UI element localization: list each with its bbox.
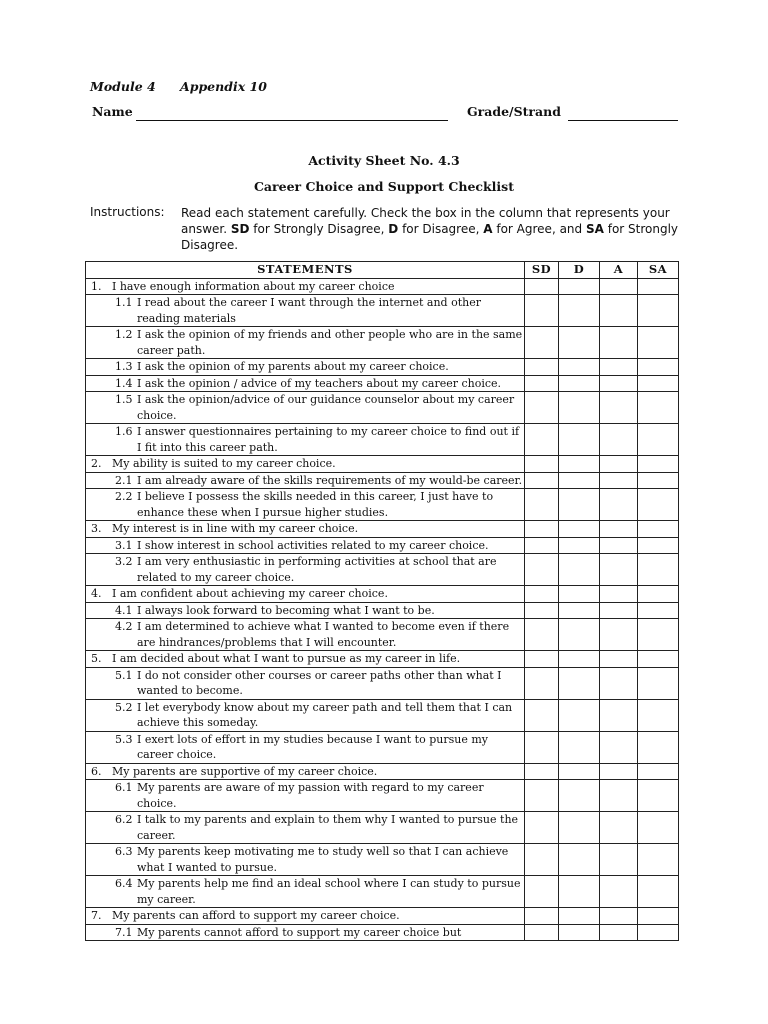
checkbox-cell-d[interactable] [559, 521, 600, 538]
statement-text: My parents keep motivating me to study well so that I can achieve what I wanted to pursue. [137, 845, 509, 874]
statement-number: 3.1 [115, 538, 133, 552]
statement-number: 1.6 [115, 425, 133, 438]
statement-cell [86, 489, 525, 521]
table-row [86, 537, 679, 554]
statement-text: I show interest in school activities related to my career choice. [137, 538, 489, 552]
header-d: D [559, 262, 600, 279]
statement-number: 5.3 [115, 732, 133, 746]
table-row [86, 651, 679, 668]
checkbox-cell-sd[interactable] [525, 844, 559, 876]
checkbox-cell-a[interactable] [600, 651, 638, 668]
statement-text: I am determined to achieve what I wanted to become even if there are hindrances/problems that I will encounter. [137, 620, 510, 649]
checkbox-cell-d[interactable] [559, 699, 600, 731]
checkbox-cell-sd[interactable] [525, 667, 559, 699]
statement-text: My parents are supportive of my career choice. [112, 764, 378, 778]
table-row [86, 812, 679, 844]
statement-cell [86, 537, 525, 554]
checkbox-cell-sa[interactable] [638, 699, 679, 731]
statement-cell [86, 554, 525, 586]
statement-number: 4. [91, 587, 102, 600]
table-row [86, 667, 679, 699]
statement-cell [86, 876, 525, 908]
checkbox-cell-a[interactable] [600, 554, 638, 586]
checkbox-cell-sd[interactable] [525, 456, 559, 473]
checkbox-cell-sd[interactable] [525, 699, 559, 731]
checkbox-cell-sa[interactable] [638, 763, 679, 780]
checkbox-cell-sd[interactable] [525, 586, 559, 603]
statement-text: I always look forward to becoming what I want to be. [137, 603, 435, 617]
statement-number: 1.1 [115, 296, 133, 309]
statement-text: I believe I possess the skills needed in this career, I just have to enhance these when I pursue higher studies. [137, 490, 494, 519]
checkbox-cell-d[interactable] [559, 359, 600, 376]
table-row [86, 375, 679, 392]
checkbox-cell-a[interactable] [600, 472, 638, 489]
statement-cell [86, 586, 525, 603]
statement-text: I ask the opinion of my parents about my career choice. [137, 360, 449, 373]
statement-cell [86, 295, 525, 327]
table-row [86, 392, 679, 424]
checkbox-cell-sa[interactable] [638, 731, 679, 763]
checkbox-cell-a[interactable] [600, 586, 638, 603]
checkbox-cell-a[interactable] [600, 521, 638, 538]
instructions-text: Read each statement carefully. Check the box in the column that represents your answer. SD for Strongly Disagree, D for Disagree, A for Agree, and SA for Strongly Disagree. [181, 206, 679, 252]
statement-number: 2. [91, 457, 102, 470]
table-row [86, 763, 679, 780]
activity-sheet-title: Activity Sheet No. 4.3 [308, 153, 460, 168]
checkbox-cell-sa[interactable] [638, 489, 679, 521]
statement-cell [86, 731, 525, 763]
checkbox-cell-a[interactable] [600, 844, 638, 876]
checkbox-cell-sd[interactable] [525, 780, 559, 812]
checkbox-cell-sa[interactable] [638, 619, 679, 651]
checkbox-cell-d[interactable] [559, 763, 600, 780]
table-row [86, 278, 679, 295]
checkbox-cell-sd[interactable] [525, 424, 559, 456]
checkbox-cell-sd[interactable] [525, 327, 559, 359]
checkbox-cell-sa[interactable] [638, 424, 679, 456]
statement-number: 1. [91, 279, 102, 293]
statement-number: 3. [91, 522, 102, 535]
checkbox-cell-d[interactable] [559, 924, 600, 941]
table-row [86, 456, 679, 473]
statement-text: I do not consider other courses or career paths other than what I wanted to become. [137, 668, 502, 697]
checkbox-cell-d[interactable] [559, 295, 600, 327]
table-row [86, 602, 679, 619]
statement-text: My parents cannot afford to support my career choice but [137, 925, 462, 939]
header-a: A [600, 262, 638, 279]
checklist-rows [86, 278, 679, 941]
table-row [86, 699, 679, 731]
checkbox-cell-a[interactable] [600, 295, 638, 327]
checkbox-cell-a[interactable] [600, 489, 638, 521]
statement-cell [86, 392, 525, 424]
checkbox-cell-d[interactable] [559, 472, 600, 489]
checklist-subtitle: Career Choice and Support Checklist [253, 179, 514, 194]
checkbox-cell-d[interactable] [559, 812, 600, 844]
checkbox-cell-sd[interactable] [525, 619, 559, 651]
checkbox-cell-sa[interactable] [638, 278, 679, 295]
checkbox-cell-d[interactable] [559, 667, 600, 699]
table-row [86, 908, 679, 925]
checkbox-cell-sa[interactable] [638, 359, 679, 376]
checkbox-cell-sa[interactable] [638, 812, 679, 844]
checkbox-cell-sa[interactable] [638, 780, 679, 812]
checkbox-cell-sa[interactable] [638, 876, 679, 908]
table-row [86, 780, 679, 812]
checkbox-cell-sd[interactable] [525, 876, 559, 908]
checkbox-cell-sd[interactable] [525, 908, 559, 925]
header-sd: SD [525, 262, 559, 279]
checkbox-cell-sa[interactable] [638, 295, 679, 327]
statement-cell [86, 602, 525, 619]
checkbox-cell-d[interactable] [559, 456, 600, 473]
table-row [86, 424, 679, 456]
checkbox-cell-sd[interactable] [525, 472, 559, 489]
statement-number: 1.4 [115, 376, 133, 390]
statement-number: 6.3 [115, 845, 133, 858]
statement-number: 5.1 [115, 668, 133, 682]
statement-number: 5.2 [115, 700, 133, 714]
checkbox-cell-sa[interactable] [638, 456, 679, 473]
table-row [86, 924, 679, 941]
statement-text: I am confident about achieving my career choice. [112, 587, 388, 600]
checkbox-cell-d[interactable] [559, 327, 600, 359]
statement-number: 5. [91, 652, 102, 665]
table-row [86, 295, 679, 327]
checkbox-cell-d[interactable] [559, 602, 600, 619]
statement-cell [86, 844, 525, 876]
checkbox-cell-sa[interactable] [638, 651, 679, 668]
header-statements: STATEMENTS [86, 262, 525, 279]
table-row [86, 521, 679, 538]
checkbox-cell-d[interactable] [559, 586, 600, 603]
name-field[interactable] [136, 120, 448, 121]
checkbox-cell-sd[interactable] [525, 651, 559, 668]
table-row [86, 876, 679, 908]
statement-cell [86, 908, 525, 925]
checkbox-cell-d[interactable] [559, 554, 600, 586]
statement-text: I read about the career I want through the internet and other reading materials [137, 296, 481, 325]
table-row [86, 554, 679, 586]
checkbox-cell-sd[interactable] [525, 924, 559, 941]
statement-cell [86, 619, 525, 651]
checkbox-cell-a[interactable] [600, 812, 638, 844]
statement-cell [86, 424, 525, 456]
statement-cell [86, 667, 525, 699]
statement-cell [86, 699, 525, 731]
checkbox-cell-d[interactable] [559, 780, 600, 812]
checkbox-cell-sa[interactable] [638, 844, 679, 876]
statement-text: My interest is in line with my career choice. [112, 522, 359, 535]
statement-text: I exert lots of effort in my studies because I want to pursue my career choice. [137, 732, 488, 761]
statement-cell [86, 651, 525, 668]
statement-number: 6.4 [115, 877, 133, 890]
statement-number: 6.1 [115, 781, 133, 794]
checkbox-cell-sd[interactable] [525, 521, 559, 538]
statement-number: 1.2 [115, 328, 133, 341]
statement-text: My ability is suited to my career choice. [112, 457, 336, 470]
table-row [86, 489, 679, 521]
checkbox-cell-sa[interactable] [638, 327, 679, 359]
statement-cell [86, 924, 525, 941]
statement-cell [86, 472, 525, 489]
checkbox-cell-a[interactable] [600, 924, 638, 941]
checkbox-cell-sa[interactable] [638, 586, 679, 603]
checkbox-cell-sa[interactable] [638, 537, 679, 554]
statement-number: 7. [91, 909, 102, 922]
checkbox-cell-sd[interactable] [525, 375, 559, 392]
statement-cell [86, 521, 525, 538]
checkbox-cell-sa[interactable] [638, 924, 679, 941]
statement-cell [86, 375, 525, 392]
checkbox-cell-sa[interactable] [638, 375, 679, 392]
table-row [86, 731, 679, 763]
checkbox-cell-sd[interactable] [525, 731, 559, 763]
table-row [86, 844, 679, 876]
checkbox-cell-a[interactable] [600, 278, 638, 295]
checkbox-cell-d[interactable] [559, 278, 600, 295]
checkbox-cell-a[interactable] [600, 456, 638, 473]
statement-cell [86, 763, 525, 780]
checkbox-cell-a[interactable] [600, 763, 638, 780]
statement-number: 6. [91, 764, 102, 778]
grade-strand-label: Grade/Strand [467, 104, 561, 119]
checkbox-cell-a[interactable] [600, 602, 638, 619]
statement-number: 1.3 [115, 360, 133, 373]
checkbox-cell-d[interactable] [559, 651, 600, 668]
appendix-label: Appendix 10 [180, 79, 267, 94]
statement-text: I am decided about what I want to pursue as my career in life. [112, 652, 461, 665]
statement-text: I ask the opinion / advice of my teachers about my career choice. [137, 376, 502, 390]
statement-text: I ask the opinion of my friends and other people who are in the same career path. [137, 328, 523, 357]
checkbox-cell-d[interactable] [559, 876, 600, 908]
checkbox-cell-sd[interactable] [525, 489, 559, 521]
statement-text: My parents can afford to support my career choice. [112, 909, 400, 922]
statement-cell [86, 812, 525, 844]
checklist-table [85, 261, 679, 941]
checkbox-cell-d[interactable] [559, 908, 600, 925]
checkbox-cell-sd[interactable] [525, 392, 559, 424]
checkbox-cell-a[interactable] [600, 667, 638, 699]
checkbox-cell-sa[interactable] [638, 667, 679, 699]
checkbox-cell-a[interactable] [600, 908, 638, 925]
checkbox-cell-a[interactable] [600, 780, 638, 812]
statement-cell [86, 780, 525, 812]
checkbox-cell-d[interactable] [559, 844, 600, 876]
checkbox-cell-sd[interactable] [525, 554, 559, 586]
statement-text: I talk to my parents and explain to them why I wanted to pursue the career. [137, 813, 519, 842]
statement-number: 2.1 [115, 473, 133, 487]
checkbox-cell-d[interactable] [559, 392, 600, 424]
statement-number: 2.2 [115, 490, 133, 503]
checkbox-cell-d[interactable] [559, 489, 600, 521]
table-row [86, 327, 679, 359]
instructions-label: Instructions: [90, 205, 165, 219]
checkbox-cell-a[interactable] [600, 537, 638, 554]
checkbox-cell-sd[interactable] [525, 537, 559, 554]
statement-cell [86, 359, 525, 376]
grade-strand-field[interactable] [568, 120, 678, 121]
checkbox-cell-sd[interactable] [525, 602, 559, 619]
checkbox-cell-d[interactable] [559, 424, 600, 456]
statement-text: I have enough information about my career choice [112, 279, 395, 293]
checkbox-cell-a[interactable] [600, 392, 638, 424]
statement-number: 3.2 [115, 555, 133, 568]
checkbox-cell-d[interactable] [559, 537, 600, 554]
statement-number: 6.2 [115, 813, 133, 826]
checkbox-cell-sd[interactable] [525, 278, 559, 295]
table-row [86, 586, 679, 603]
table-header-row [86, 262, 679, 279]
module-label: Module 4 [90, 79, 156, 94]
checkbox-cell-a[interactable] [600, 327, 638, 359]
checkbox-cell-sa[interactable] [638, 472, 679, 489]
checkbox-cell-a[interactable] [600, 699, 638, 731]
checkbox-cell-sd[interactable] [525, 812, 559, 844]
header-sa: SA [638, 262, 679, 279]
checkbox-cell-sd[interactable] [525, 295, 559, 327]
statement-text: My parents are aware of my passion with regard to my career choice. [137, 781, 484, 810]
checkbox-cell-a[interactable] [600, 359, 638, 376]
checkbox-cell-sa[interactable] [638, 521, 679, 538]
statement-text: I ask the opinion/advice of our guidance counselor about my career choice. [137, 393, 515, 422]
name-label: Name [92, 104, 133, 119]
checkbox-cell-sa[interactable] [638, 554, 679, 586]
statement-text: I let everybody know about my career path and tell them that I can achieve this someday. [137, 700, 513, 729]
checkbox-cell-sa[interactable] [638, 908, 679, 925]
checkbox-cell-a[interactable] [600, 424, 638, 456]
checkbox-cell-sd[interactable] [525, 359, 559, 376]
statement-cell [86, 456, 525, 473]
statement-cell [86, 278, 525, 295]
checkbox-cell-a[interactable] [600, 375, 638, 392]
statement-number: 4.2 [115, 620, 133, 633]
statement-cell [86, 327, 525, 359]
checkbox-cell-d[interactable] [559, 731, 600, 763]
checkbox-cell-sd[interactable] [525, 763, 559, 780]
statement-number: 4.1 [115, 603, 133, 617]
checkbox-cell-a[interactable] [600, 876, 638, 908]
table-row [86, 472, 679, 489]
table-row [86, 359, 679, 376]
statement-text: I answer questionnaires pertaining to my career choice to find out if I fit into this career path. [137, 425, 520, 454]
checkbox-cell-d[interactable] [559, 619, 600, 651]
table-row [86, 619, 679, 651]
checkbox-cell-a[interactable] [600, 731, 638, 763]
statement-text: I am already aware of the skills requirements of my would-be career. [137, 473, 523, 487]
statement-number: 7.1 [115, 925, 133, 939]
checkbox-cell-sa[interactable] [638, 392, 679, 424]
statement-number: 1.5 [115, 393, 133, 406]
statement-text: I am very enthusiastic in performing activities at school that are related to my career choice. [137, 555, 497, 584]
checkbox-cell-d[interactable] [559, 375, 600, 392]
statement-text: My parents help me find an ideal school where I can study to pursue my career. [137, 877, 521, 906]
checkbox-cell-a[interactable] [600, 619, 638, 651]
checkbox-cell-sa[interactable] [638, 602, 679, 619]
